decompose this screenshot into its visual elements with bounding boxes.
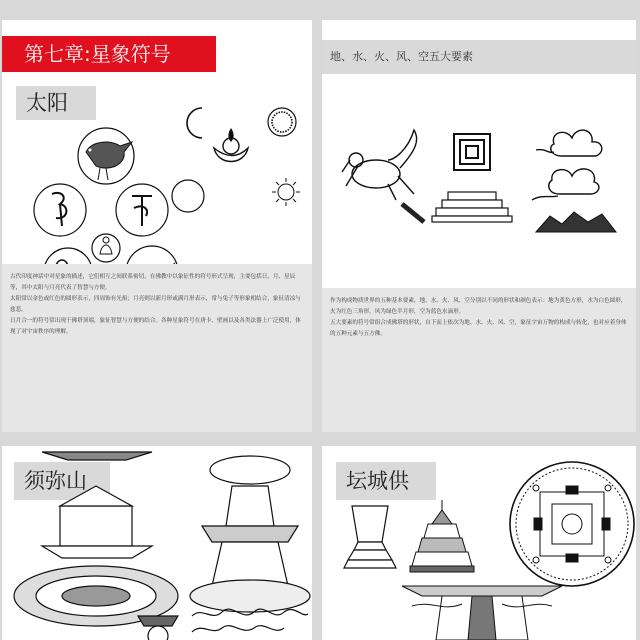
- section-title-elements: 地、水、火、风、空五大要素: [322, 40, 636, 74]
- meru-illustrations: [2, 446, 312, 640]
- elements-description: 作为构成物质世界的五种基本要素，地、水、火、风、空分别以不同的形状和颜色表示：地为黄色方形，水为白色圆形，火为红色三角形，风为绿色半月形，空为蓝色水滴形。 五大要素的符号常组合成佛塔的形状，自下而上依次为地、水、火、风、空，象征宇宙万物的构成与转化，也对应着身体的五种元素与五方佛。: [322, 288, 636, 432]
- radiant-sun-icon: [272, 178, 300, 206]
- moon-disc-icon: [172, 180, 204, 212]
- mount-meru-icon: [14, 452, 178, 626]
- page-mandala-offering: [322, 446, 636, 640]
- mount-meru-right-icon: [190, 456, 310, 632]
- small-meru-icon: [138, 616, 178, 640]
- bird-disc-icon: [78, 128, 134, 184]
- wave-base-icon: [536, 212, 616, 232]
- sun-ring-icon: [268, 108, 296, 136]
- cloud-icon: [536, 130, 602, 156]
- section-title-meru: 须弥山: [14, 462, 110, 500]
- section-title-mandala: 坛城供: [336, 462, 436, 500]
- square-spiral-icon: [454, 134, 490, 170]
- figure-disc-icon: [92, 234, 120, 262]
- offering-palace-icon: [402, 586, 562, 640]
- page-sun: [2, 20, 312, 432]
- element-illustrations: [336, 120, 626, 240]
- page-five-elements: [322, 20, 636, 432]
- sun-description: 古代印度神话中对星象的描述，它们相互之间联系密切，在佛教中以象征性的符号形式呈现，主要包括日、月、星辰等，其中太阳与月亮代表了智慧与方便。 太阳常以金色或红色的圆形表示，四周饰有光焰；月亮则以新月形或满月形表示，常与兔子等形象相结合，象征清凉与慈悲。 日月合一的符号常出现于佛塔顶端，象征智慧与方便的结合。各种星象符号在唐卡、壁画以及各类法器上广泛使用，体现了对宇宙秩序的理解。: [2, 264, 312, 432]
- stupa-icon: [410, 500, 474, 572]
- section-title-sun: 太阳: [16, 86, 96, 120]
- page-mount-meru: [2, 446, 312, 640]
- cloud-icon: [532, 169, 599, 200]
- monkey-figure-icon: [342, 130, 424, 222]
- pedestal-icon: [344, 506, 396, 568]
- mandala-icon: [510, 462, 634, 586]
- stepped-base-icon: [432, 192, 512, 222]
- flaming-jewel-icon: [214, 128, 248, 162]
- mandala-illustrations: [322, 446, 636, 640]
- script-disc-right-icon: [116, 184, 168, 236]
- script-disc-left-icon: [34, 184, 86, 236]
- crescent-moon-icon: [187, 108, 202, 138]
- chapter-title: 第七章:星象符号: [2, 36, 216, 72]
